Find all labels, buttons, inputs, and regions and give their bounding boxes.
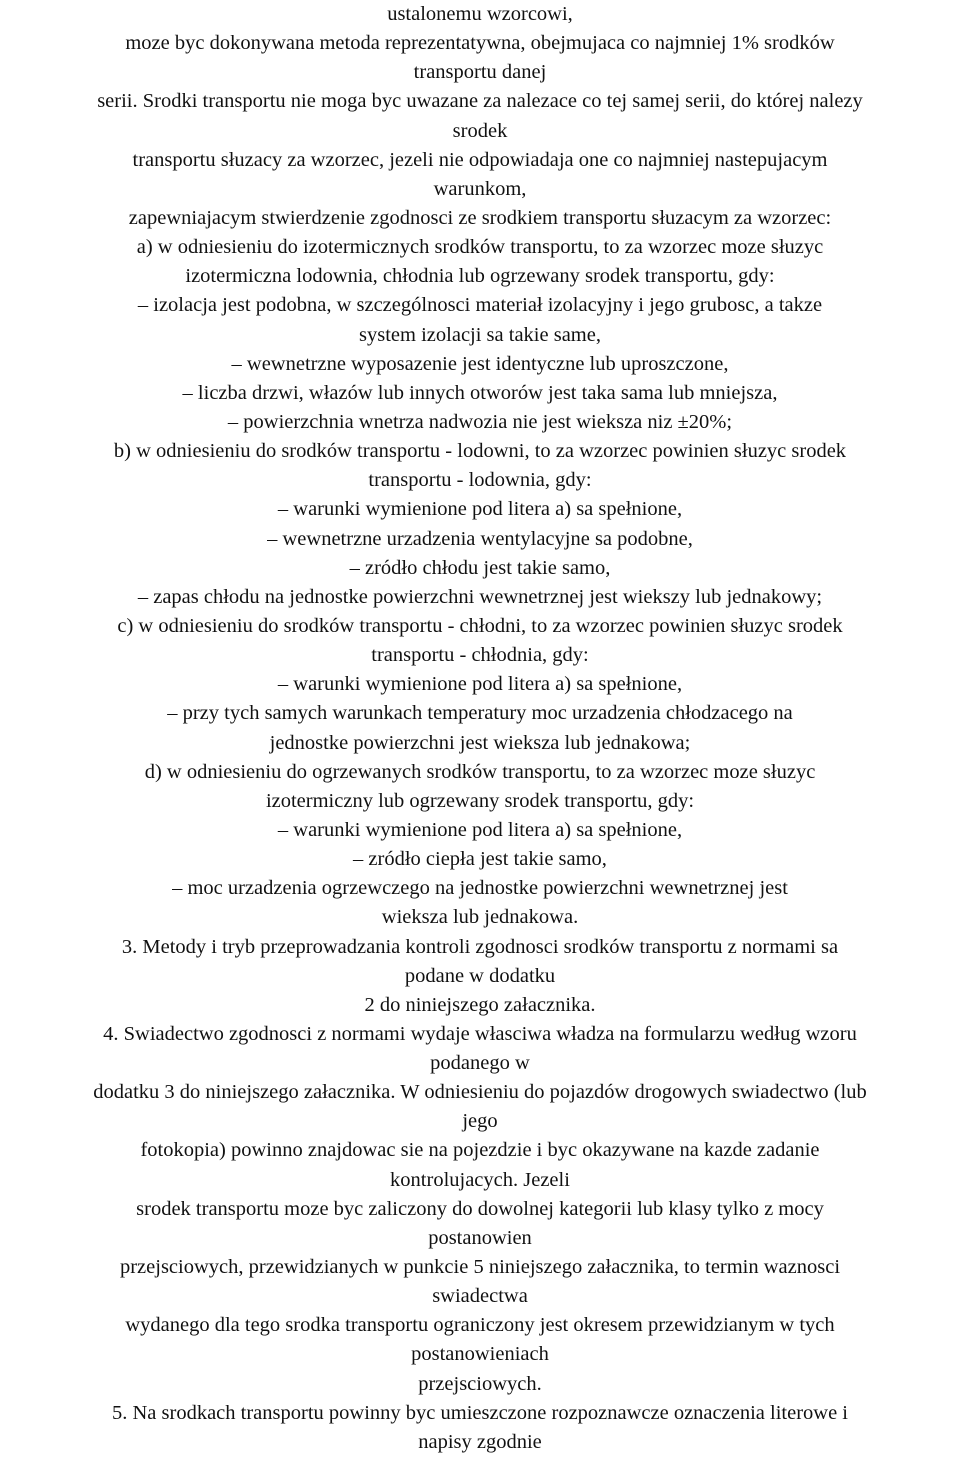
text-line: – liczba drzwi, włazów lub innych otworów jest taka sama lub mniejsza, [182, 381, 778, 404]
text-line: transportu - chłodnia, gdy: [371, 644, 589, 667]
text-line: transportu danej [413, 61, 547, 84]
text-line: ustalonemu wzorcowi, [387, 3, 573, 25]
text-line: izotermiczny lub ogrzewany srodek transportu, gdy: [265, 789, 695, 812]
text-line: jednostke powierzchni jest wieksza lub jednakowa; [269, 731, 691, 754]
text-line: srodek [452, 119, 508, 142]
text-line: – warunki wymienione pod litera a) sa spełnione, [277, 673, 683, 696]
text-line: dodatku 3 do niniejszego załacznika. W odniesieniu do pojazdów drogowych swiadectwo (lub [93, 1081, 867, 1104]
text-line: srodek transportu moze byc zaliczony do dowolnej kategorii lub klasy tylko z mocy [136, 1197, 824, 1220]
text-line: przejsciowych. [418, 1372, 542, 1395]
text-line: b) w odniesieniu do srodków transportu - lodowni, to za wzorzec powinien słuzyc srodek [113, 440, 847, 463]
text-line: – wewnetrzne wyposazenie jest identyczne lub uproszczone, [231, 352, 729, 375]
text-line: – moc urzadzenia ogrzewczego na jednostke powierzchni wewnetrznej jest [172, 877, 788, 900]
text-line: napisy zgodnie [418, 1430, 542, 1453]
text-line: a) w odniesieniu do izotermicznych srodków transportu, to za wzorzec moze słuzyc [136, 236, 824, 259]
text-line: postanowieniach [411, 1343, 549, 1366]
text-line: izotermiczna lodownia, chłodnia lub ogrzewany srodek transportu, gdy: [185, 265, 775, 288]
text-line: system izolacji sa takie same, [359, 323, 601, 346]
text-line: serii. Srodki transportu nie moga byc uwazane za nalezace co tej samej serii, do której nalezy [97, 90, 863, 113]
text-line: – powierzchnia wnetrza nadwozia nie jest wieksza niz ±20%; [227, 410, 733, 433]
text-line: d) w odniesieniu do ogrzewanych srodków transportu, to za wzorzec moze słuzyc [144, 760, 816, 783]
text-line: 5. Na srodkach transportu powinny byc umieszczone rozpoznawcze oznaczenia literowe i [112, 1401, 848, 1424]
text-line: – zapas chłodu na jednostke powierzchni wewnetrznej jest wiekszy lub jednakowy; [137, 585, 823, 608]
text-line: – warunki wymienione pod litera a) sa spełnione, [277, 818, 683, 841]
text-line: swiadectwa [432, 1285, 528, 1308]
text-line: transportu - lodownia, gdy: [368, 469, 592, 492]
text-line: podane w dodatku [404, 964, 556, 987]
text-line: wydanego dla tego srodka transportu ograniczony jest okresem przewidzianym w tych [125, 1314, 835, 1337]
text-line: 2 do niniejszego załacznika. [364, 993, 596, 1016]
text-line: przejsciowych, przewidzianych w punkcie 5 niniejszego załacznika, to termin waznosci [119, 1256, 841, 1279]
text-line: – izolacja jest podobna, w szczególnosci materiał izolacyjny i jego grubosc, a takze [137, 294, 823, 317]
text-line: podanego w [430, 1052, 530, 1075]
text-line: moze byc dokonywana metoda reprezentatywna, obejmujaca co najmniej 1% srodków [125, 32, 835, 55]
text-line: 4. Swiadectwo zgodnosci z normami wydaje własciwa władza na formularzu według wzoru [103, 1022, 857, 1045]
text-line: – przy tych samych warunkach temperatury moc urzadzenia chłodzacego na [167, 702, 793, 725]
text-line: transportu słuzacy za wzorzec, jezeli nie odpowiadaja one co najmniej nastepujacym [132, 148, 828, 171]
text-line: jego [462, 1110, 498, 1133]
text-line: – zródło chłodu jest takie samo, [349, 556, 611, 579]
text-line: – wewnetrzne urzadzenia wentylacyjne sa podobne, [267, 527, 693, 550]
text-line: postanowien [428, 1226, 532, 1249]
text-line: kontrolujacych. Jezeli [390, 1168, 570, 1191]
text-line: – warunki wymienione pod litera a) sa spełnione, [277, 498, 683, 521]
text-line: zapewniajacym stwierdzenie zgodnosci ze srodkiem transportu słuzacym za wzorzec: [128, 206, 832, 229]
text-line: – zródło ciepła jest takie samo, [353, 848, 607, 871]
text-line: wieksza lub jednakowa. [381, 906, 579, 929]
text-line: fotokopia) powinno znajdowac sie na pojezdzie i byc okazywane na kazde zadanie [140, 1139, 820, 1162]
text-line: 3. Metody i tryb przeprowadzania kontroli zgodnosci srodków transportu z normami sa [121, 935, 839, 958]
text-line: c) w odniesieniu do srodków transportu - chłodni, to za wzorzec powinien słuzyc srodek [117, 614, 843, 637]
text-line: warunkom, [433, 177, 527, 200]
